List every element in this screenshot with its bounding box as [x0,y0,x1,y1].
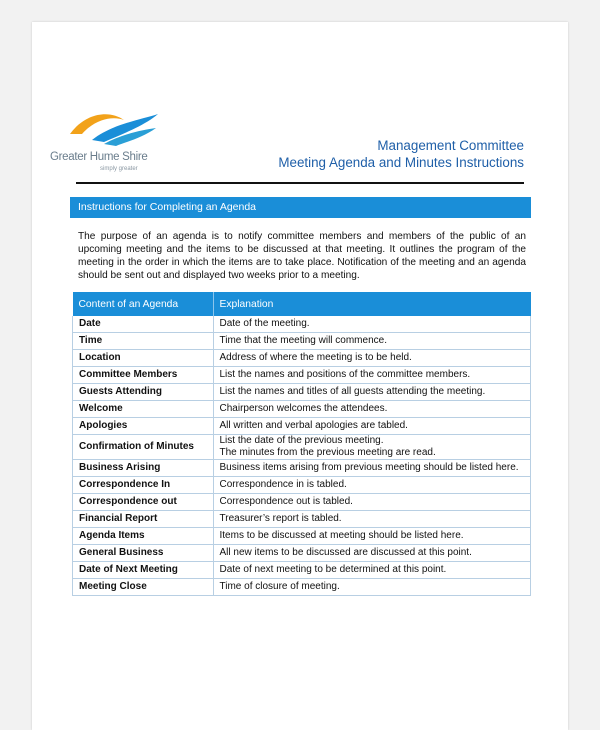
agenda-item: Agenda Items [73,528,214,545]
agenda-explanation: Treasurer’s report is tabled. [213,511,531,528]
agenda-explanation-line-1: List the date of the previous meeting. [219,435,384,446]
agenda-explanation: Address of where the meeting is to be held. [213,350,531,367]
intro-paragraph: The purpose of an agenda is to notify committee members and members of the public of an upcoming meeting and the items to be discussed at that meeting. It outlines the program of the meeting in the order in which the items are to take place. Notification of the meeting and an agenda should be sent out and displayed two weeks prior to a meeting. [78,231,526,281]
table-row [73,350,531,367]
agenda-item: Financial Report [73,511,214,528]
logo-name: Greater Hume Shire [50,151,148,163]
table-row [73,435,531,460]
logo-swoosh-icon [62,104,162,148]
table-row [73,511,531,528]
agenda-item: Confirmation of Minutes [73,435,214,460]
table-row [73,494,531,511]
section-heading: Instructions for Completing an Agenda [70,197,531,218]
column-header-explanation: Explanation [213,292,531,316]
agenda-item: Correspondence In [73,477,214,494]
agenda-item: Date of Next Meeting [73,562,214,579]
agenda-explanation: Date of next meeting to be determined at this point. [213,562,531,579]
page-title [278,137,524,171]
agenda-explanation: Time of closure of meeting. [213,579,531,596]
agenda-explanation: Time that the meeting will commence. [213,333,531,350]
agenda-explanation: List the names and positions of the committee members. [213,367,531,384]
table-row [73,579,531,596]
agenda-item: Date [73,316,214,333]
agenda-item: General Business [73,545,214,562]
agenda-item: Apologies [73,418,214,435]
agenda-explanation [213,435,531,460]
logo-tagline: simply greater [100,166,138,172]
table-row [73,333,531,350]
agenda-explanation: Chairperson welcomes the attendees. [213,401,531,418]
table-row [73,367,531,384]
table-row [73,418,531,435]
agenda-explanation: Date of the meeting. [213,316,531,333]
table-row [73,528,531,545]
agenda-explanation-line-2: The minutes from the previous meeting are read. [219,447,436,458]
agenda-explanation: All written and verbal apologies are tabled. [213,418,531,435]
table-row [73,545,531,562]
agenda-item: Time [73,333,214,350]
agenda-explanation: Business items arising from previous meeting should be listed here. [213,460,531,477]
table-row [73,316,531,333]
agenda-item: Committee Members [73,367,214,384]
title-line-1: Management Committee [377,138,524,153]
column-header-content: Content of an Agenda [73,292,214,316]
agenda-explanation: Correspondence out is tabled. [213,494,531,511]
header-divider [76,182,524,184]
table-row [73,460,531,477]
agenda-item: Correspondence out [73,494,214,511]
agenda-item: Guests Attending [73,384,214,401]
table-row [73,384,531,401]
logo [50,104,170,184]
title-line-2: Meeting Agenda and Minutes Instructions [278,155,524,170]
agenda-explanation: Correspondence in is tabled. [213,477,531,494]
agenda-explanation: All new items to be discussed are discussed at this point. [213,545,531,562]
agenda-item: Welcome [73,401,214,418]
agenda-explanation: Items to be discussed at meeting should be listed here. [213,528,531,545]
agenda-explanation: List the names and titles of all guests attending the meeting. [213,384,531,401]
agenda-item: Meeting Close [73,579,214,596]
agenda-item: Location [73,350,214,367]
agenda-table [72,292,531,596]
table-row [73,562,531,579]
agenda-item: Business Arising [73,460,214,477]
table-row [73,477,531,494]
table-row [73,401,531,418]
table-header-row [73,292,531,316]
